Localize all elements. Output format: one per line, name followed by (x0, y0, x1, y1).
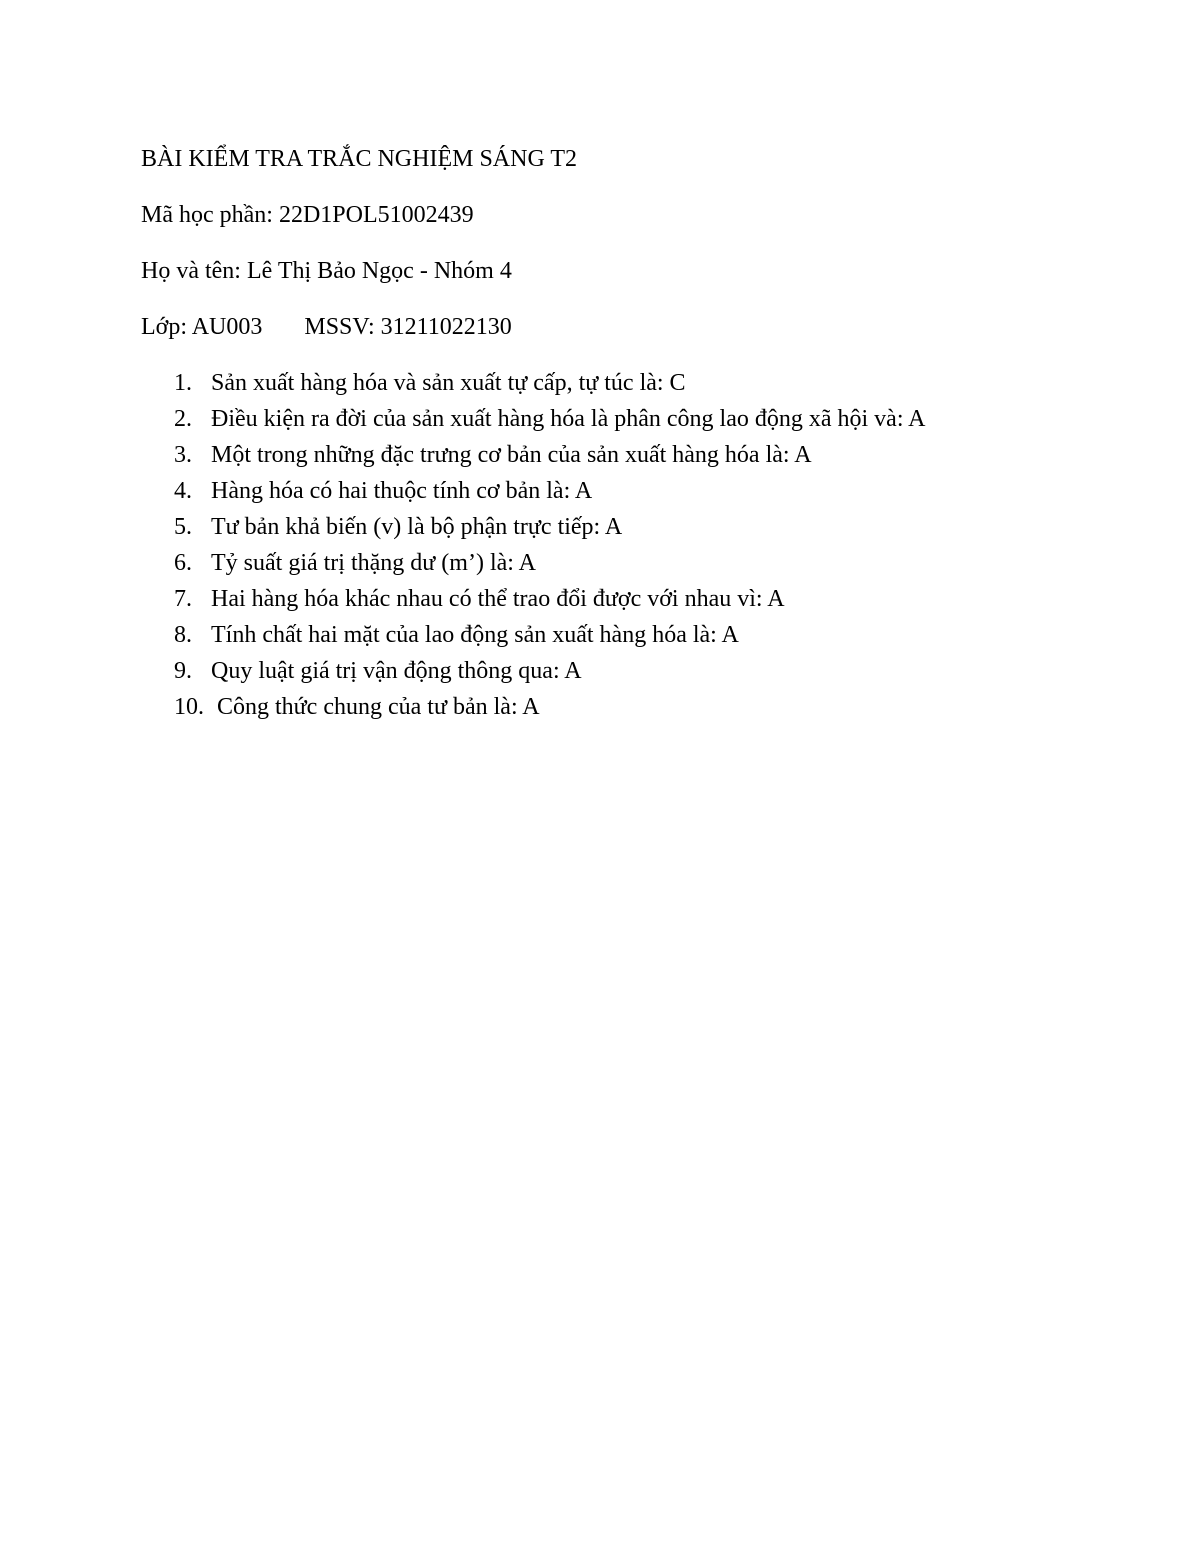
list-item (141, 689, 1101, 725)
list-item (141, 473, 1101, 509)
class-info-row (141, 309, 1101, 345)
answer-text: Hai hàng hóa khác nhau có thể trao đổi được với nhau vì: A (211, 586, 785, 612)
class-label: Lớp: AU003 (141, 314, 263, 340)
answer-list (141, 365, 1101, 725)
answer-number: 5. (174, 514, 192, 540)
answer-number: 2. (174, 406, 192, 432)
list-item (141, 581, 1101, 617)
answer-number: 9. (174, 658, 192, 684)
answer-text: Hàng hóa có hai thuộc tính cơ bản là: A (211, 478, 593, 504)
answer-text: Công thức chung của tư bản là: A (217, 694, 540, 720)
document-content (141, 141, 1101, 725)
answer-number: 1. (174, 370, 192, 396)
answer-text: Tư bản khả biến (v) là bộ phận trực tiếp: A (211, 514, 623, 540)
answer-text: Điều kiện ra đời của sản xuất hàng hóa là phân công lao động xã hội và: A (211, 406, 926, 432)
list-item (141, 365, 1101, 401)
list-item (141, 653, 1101, 689)
answer-number: 4. (174, 478, 192, 504)
list-item (141, 437, 1101, 473)
course-code: Mã học phần: 22D1POL51002439 (141, 202, 474, 228)
answer-text: Một trong những đặc trưng cơ bản của sản xuất hàng hóa là: A (211, 442, 812, 468)
answer-text: Tỷ suất giá trị thặng dư (m’) là: A (211, 550, 536, 576)
student-id: MSSV: 31211022130 (304, 314, 512, 340)
document-title: BÀI KIỂM TRA TRẮC NGHIỆM SÁNG T2 (141, 146, 578, 172)
answer-text: Sản xuất hàng hóa và sản xuất tự cấp, tự túc là: C (211, 370, 686, 396)
answer-number: 7. (174, 586, 192, 612)
answer-number: 3. (174, 442, 192, 468)
list-item (141, 401, 1101, 437)
answer-text: Tính chất hai mặt của lao động sản xuất hàng hóa là: A (211, 622, 739, 648)
answer-number: 10. (174, 694, 204, 720)
student-name: Họ và tên: Lê Thị Bảo Ngọc - Nhóm 4 (141, 258, 512, 284)
list-item (141, 617, 1101, 653)
answer-text: Quy luật giá trị vận động thông qua: A (211, 658, 582, 684)
list-item (141, 545, 1101, 581)
list-item (141, 509, 1101, 545)
answer-number: 6. (174, 550, 192, 576)
answer-number: 8. (174, 622, 192, 648)
